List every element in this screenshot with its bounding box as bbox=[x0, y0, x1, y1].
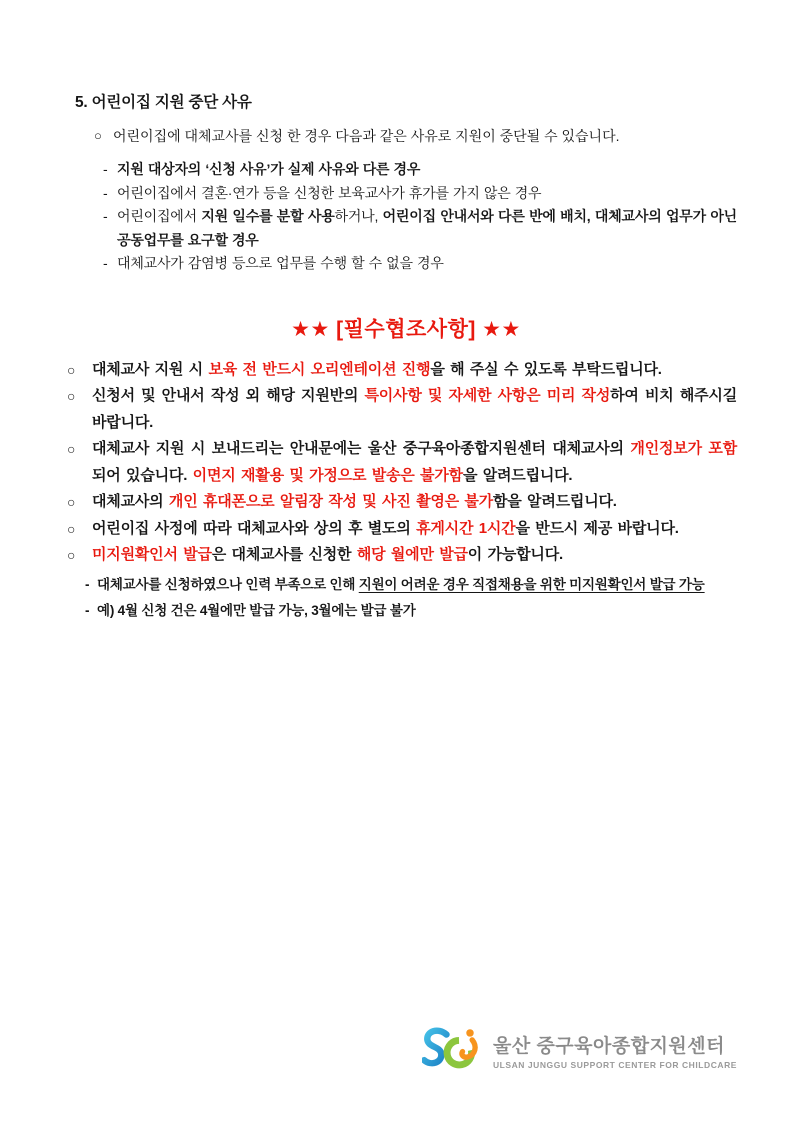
reason-item bbox=[103, 252, 737, 276]
notice-list bbox=[67, 357, 737, 569]
note-list bbox=[85, 572, 737, 624]
text-run: 함을 알려드립니다. bbox=[493, 493, 617, 510]
notice-item bbox=[67, 357, 737, 384]
text-run-red: 개인 휴대폰으로 알림장 작성 및 사진 촬영은 불가 bbox=[168, 493, 493, 510]
text-run: 어린이집에서 bbox=[117, 208, 202, 224]
text-run-bold: 지원 일수를 분할 사용 bbox=[201, 208, 335, 224]
text-run: 어린이집에서 결혼·연가 등을 신청한 보육교사가 휴가를 가지 않은 경우 bbox=[117, 184, 542, 201]
text-run: 대체교사를 신청하였으나 인력 부족으로 인해 bbox=[97, 576, 359, 592]
notice-item bbox=[67, 489, 737, 516]
dash-marker: - bbox=[103, 255, 108, 271]
note-item bbox=[85, 572, 737, 598]
text-run: 을 알려드립니다. bbox=[462, 466, 573, 484]
notice-item bbox=[67, 516, 737, 543]
note-item bbox=[85, 598, 737, 624]
intro-text: 어린이집에 대체교사를 신청 한 경우 다음과 같은 사유로 지원이 중단될 수 있습니다. bbox=[113, 128, 620, 144]
center-logo-icon bbox=[422, 1025, 486, 1075]
text-run-red: 특이사항 및 자세한 사항은 미리 작성 bbox=[364, 387, 611, 404]
text-run-red: 해당 월에만 발급 bbox=[356, 546, 468, 563]
circle-bullet-marker: ○ bbox=[67, 441, 76, 457]
text-run: 어린이집 사정에 따라 대체교사와 상의 후 별도의 bbox=[92, 519, 417, 537]
text-run: 되어 있습니다. bbox=[92, 466, 193, 484]
text-run-bold: 어린이집 안내서와 다른 반에 배치, 대체교사의 업무가 아닌 공동업무를 요구할 경우 bbox=[117, 208, 737, 248]
logo-s-swoosh bbox=[424, 1031, 446, 1064]
text-run-red: 휴게시간 1시간 bbox=[416, 519, 516, 537]
dash-marker: - bbox=[103, 208, 108, 224]
document-content bbox=[67, 90, 738, 624]
text-run: 이 가능합니다. bbox=[467, 546, 563, 563]
text-run: 을 반드시 제공 바랍니다. bbox=[515, 519, 679, 537]
notice-text bbox=[92, 383, 737, 436]
text-run-bold: 지원 대상자의 ‘신청 사유’가 실제 사유와 다른 경우 bbox=[117, 161, 421, 177]
reason-item bbox=[103, 158, 737, 182]
text-run: 대체교사의 bbox=[92, 493, 169, 510]
text-run: 하여 비치 해주시길 바랍니다. bbox=[92, 387, 737, 431]
intro-bullet bbox=[94, 126, 737, 146]
text-run: 하거나, bbox=[334, 208, 383, 224]
text-run-red: 이면지 재활용 및 가정으로 발송은 불가함 bbox=[192, 466, 463, 484]
notice-text bbox=[92, 489, 737, 516]
notice-item bbox=[67, 542, 737, 569]
text-run: 은 대체교사를 신청한 bbox=[211, 546, 357, 563]
reason-text bbox=[117, 158, 737, 182]
circle-bullet-marker: ○ bbox=[67, 520, 76, 537]
reason-text bbox=[117, 182, 737, 206]
circle-bullet-marker: ○ bbox=[67, 361, 76, 378]
text-run-red: 보육 전 반드시 오리엔테이션 진행 bbox=[208, 360, 431, 378]
logo-text-block bbox=[493, 1031, 737, 1070]
circle-bullet-marker: ○ bbox=[67, 494, 76, 510]
note-text bbox=[97, 598, 737, 624]
circle-bullet-marker: ○ bbox=[67, 388, 76, 404]
text-run-u: 지원이 어려운 경우 직접채용을 위한 미지원확인서 발급 가능 bbox=[358, 576, 705, 592]
notice-item bbox=[67, 436, 737, 489]
logo-orange-dot bbox=[466, 1029, 473, 1036]
logo-korean-name: 울산 중구육아종합지원센터 bbox=[492, 1035, 725, 1057]
logo-english-name: ULSAN JUNGGU SUPPORT CENTER FOR CHILDCARE bbox=[492, 1059, 737, 1070]
notice-text bbox=[92, 542, 737, 569]
text-run-red: 미지원확인서 발급 bbox=[92, 546, 212, 563]
circle-bullet-marker: ○ bbox=[94, 128, 102, 143]
footer-logo bbox=[422, 1025, 737, 1075]
dash-marker: - bbox=[103, 161, 108, 177]
dash-marker: - bbox=[85, 576, 90, 592]
reason-item bbox=[103, 182, 737, 206]
text-run: 을 해 주실 수 있도록 부탁드립니다. bbox=[430, 360, 662, 378]
text-run: 신청서 및 안내서 작성 외 해당 지원반의 bbox=[92, 387, 365, 404]
notice-text bbox=[92, 436, 737, 489]
notice-text bbox=[92, 357, 737, 384]
note-text bbox=[97, 572, 737, 598]
dash-marker: - bbox=[85, 602, 90, 618]
circle-bullet-marker: ○ bbox=[67, 547, 76, 563]
text-run: 대체교사 지원 시 보내드리는 안내문에는 울산 중구육아종합지원센터 대체교사의 bbox=[92, 440, 631, 457]
notice-title: ★★ [필수협조사항] ★★ bbox=[291, 317, 521, 341]
dash-marker: - bbox=[103, 184, 108, 201]
section-heading: 5. 어린이집 지원 중단 사유 bbox=[75, 94, 252, 111]
text-run: 예) 4월 신청 건은 4월에만 발급 가능, 3월에는 발급 불가 bbox=[97, 602, 416, 618]
reason-item bbox=[103, 205, 737, 252]
notice-item bbox=[67, 383, 737, 436]
text-run: 대체교사 지원 시 bbox=[92, 360, 209, 378]
text-run-red: 개인정보가 포함 bbox=[630, 440, 738, 457]
reason-text bbox=[117, 205, 737, 252]
text-run: 대체교사가 감염병 등으로 업무를 수행 할 수 없을 경우 bbox=[117, 255, 444, 271]
notice-text bbox=[92, 516, 737, 543]
logo-orange-figure bbox=[462, 1040, 475, 1057]
reason-text bbox=[117, 252, 737, 276]
reason-list bbox=[103, 158, 737, 276]
